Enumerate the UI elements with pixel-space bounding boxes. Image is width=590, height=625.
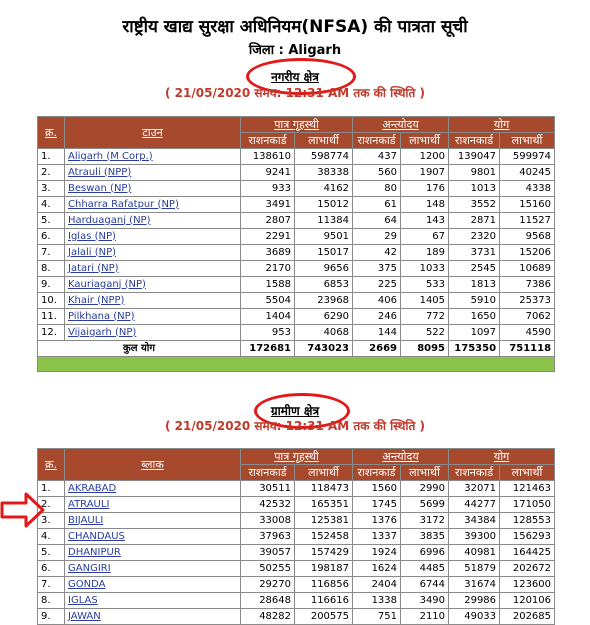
row-name-link[interactable]: Beswan (NP)	[68, 182, 132, 194]
row-total-beneficiary: 128553	[500, 513, 555, 529]
rural-table	[37, 448, 555, 625]
total-household-beneficiary: 743023	[295, 341, 353, 357]
row-total-ration: 29986	[449, 593, 500, 609]
table-row	[38, 609, 555, 625]
row-name-link[interactable]: GONDA	[68, 578, 106, 590]
row-total-beneficiary: 123600	[500, 577, 555, 593]
sub-ration-header: राशनकार्ड	[449, 133, 500, 149]
row-household-ration: 3491	[241, 197, 295, 213]
row-household-ration: 2170	[241, 261, 295, 277]
table-row	[38, 293, 555, 309]
row-name-link[interactable]: Vijaigarh (NP)	[68, 326, 137, 338]
row-name-link[interactable]: Chharra Rafatpur (NP)	[68, 198, 179, 210]
row-serial: 9.	[38, 609, 65, 625]
row-household-ration: 2291	[241, 229, 295, 245]
row-total-ration: 1813	[449, 277, 500, 293]
sub-beneficiary-header: लाभार्थी	[295, 133, 353, 149]
row-name-link[interactable]: Pilkhana (NP)	[68, 310, 135, 322]
row-total-ration: 3731	[449, 245, 500, 261]
row-name-link[interactable]: Kauriaganj (NP)	[68, 278, 146, 290]
row-antyodaya-beneficiary: 3835	[401, 529, 449, 545]
row-total-ration: 40981	[449, 545, 500, 561]
row-name-link[interactable]: ATRAULI	[68, 498, 110, 510]
row-total-beneficiary: 7386	[500, 277, 555, 293]
table-row	[38, 309, 555, 325]
row-total-ration: 2545	[449, 261, 500, 277]
row-name-cell	[65, 245, 241, 261]
row-antyodaya-beneficiary: 522	[401, 325, 449, 341]
row-name-link[interactable]: DHANIPUR	[68, 546, 121, 558]
row-antyodaya-beneficiary: 772	[401, 309, 449, 325]
table-row	[38, 513, 555, 529]
row-household-beneficiary: 116856	[295, 577, 353, 593]
row-name-cell	[65, 561, 241, 577]
row-name-cell	[65, 325, 241, 341]
row-household-beneficiary: 200575	[295, 609, 353, 625]
urban-section-heading: नगरीय क्षेत्र	[271, 70, 319, 84]
table-row	[38, 261, 555, 277]
row-household-ration: 1588	[241, 277, 295, 293]
row-total-ration: 1013	[449, 181, 500, 197]
row-antyodaya-ration: 144	[353, 325, 401, 341]
table-row	[38, 245, 555, 261]
row-serial: 6.	[38, 229, 65, 245]
district-label: जिला : Aligarh	[248, 43, 342, 58]
row-household-ration: 953	[241, 325, 295, 341]
table-row	[38, 325, 555, 341]
row-serial: 7.	[38, 245, 65, 261]
row-antyodaya-ration: 80	[353, 181, 401, 197]
row-household-beneficiary: 4162	[295, 181, 353, 197]
row-serial: 7.	[38, 577, 65, 593]
col-total-header: योग	[449, 449, 555, 465]
row-name-link[interactable]: AKRABAD	[68, 482, 117, 494]
row-name-link[interactable]: Harduaganj (NP)	[68, 214, 151, 226]
row-antyodaya-beneficiary: 4485	[401, 561, 449, 577]
col-sn-header: क्र.	[38, 449, 65, 481]
row-serial: 5.	[38, 213, 65, 229]
total-ration: 175350	[449, 341, 500, 357]
total-beneficiary: 751118	[500, 341, 555, 357]
row-total-beneficiary: 164425	[500, 545, 555, 561]
page-title: राष्ट्रीय खाद्य सुरक्षा अधिनियम(NFSA) की पात्रता सूची	[122, 17, 468, 37]
row-antyodaya-ration: 375	[353, 261, 401, 277]
row-total-beneficiary: 156293	[500, 529, 555, 545]
row-name-link[interactable]: Atrauli (NPP)	[68, 166, 132, 178]
row-antyodaya-beneficiary: 1033	[401, 261, 449, 277]
row-household-ration: 37963	[241, 529, 295, 545]
row-antyodaya-beneficiary: 2990	[401, 481, 449, 497]
table-row	[38, 529, 555, 545]
row-total-beneficiary: 11527	[500, 213, 555, 229]
row-household-beneficiary: 6853	[295, 277, 353, 293]
row-household-ration: 1404	[241, 309, 295, 325]
row-serial: 10.	[38, 293, 65, 309]
row-name-link[interactable]: IGLAS	[68, 594, 98, 606]
table-row	[38, 593, 555, 609]
row-total-beneficiary: 15206	[500, 245, 555, 261]
row-name-link[interactable]: JAWAN	[68, 610, 101, 622]
row-household-ration: 28648	[241, 593, 295, 609]
row-name-cell	[65, 577, 241, 593]
row-household-beneficiary: 198187	[295, 561, 353, 577]
sub-ration-header: राशनकार्ड	[353, 133, 401, 149]
row-name-cell	[65, 545, 241, 561]
row-serial: 4.	[38, 197, 65, 213]
urban-table	[37, 116, 555, 372]
row-household-beneficiary: 15012	[295, 197, 353, 213]
row-name-cell	[65, 481, 241, 497]
green-separator-bar	[38, 357, 555, 372]
row-total-ration: 32071	[449, 481, 500, 497]
row-antyodaya-beneficiary: 3172	[401, 513, 449, 529]
row-antyodaya-beneficiary: 67	[401, 229, 449, 245]
sub-ration-header: राशनकार्ड	[241, 465, 295, 481]
row-name-link[interactable]: CHANDAUS	[68, 530, 125, 542]
row-serial: 8.	[38, 261, 65, 277]
arrow-right-icon	[0, 491, 46, 529]
row-name-cell	[65, 277, 241, 293]
row-total-ration: 2320	[449, 229, 500, 245]
row-name-cell	[65, 261, 241, 277]
table-row	[38, 181, 555, 197]
total-label: कुल योग	[38, 341, 241, 357]
total-antyodaya-ration: 2669	[353, 341, 401, 357]
row-name-link[interactable]: Jalali (NP)	[68, 246, 117, 258]
row-total-beneficiary: 120106	[500, 593, 555, 609]
row-antyodaya-ration: 1624	[353, 561, 401, 577]
row-name-cell	[65, 213, 241, 229]
row-total-beneficiary: 599974	[500, 149, 555, 165]
row-household-ration: 3689	[241, 245, 295, 261]
row-total-beneficiary: 10689	[500, 261, 555, 277]
row-antyodaya-ration: 1924	[353, 545, 401, 561]
row-name-cell	[65, 609, 241, 625]
row-serial: 4.	[38, 529, 65, 545]
row-antyodaya-beneficiary: 6744	[401, 577, 449, 593]
row-antyodaya-ration: 1560	[353, 481, 401, 497]
row-serial: 9.	[38, 277, 65, 293]
row-household-beneficiary: 165351	[295, 497, 353, 513]
row-name-cell	[65, 593, 241, 609]
row-total-ration: 1097	[449, 325, 500, 341]
row-household-beneficiary: 11384	[295, 213, 353, 229]
row-household-beneficiary: 6290	[295, 309, 353, 325]
row-serial: 3.	[38, 513, 65, 529]
row-antyodaya-ration: 751	[353, 609, 401, 625]
table-row	[38, 545, 555, 561]
row-total-beneficiary: 15160	[500, 197, 555, 213]
row-name-link[interactable]: Aligarh (M Corp.)	[68, 150, 153, 162]
row-antyodaya-beneficiary: 189	[401, 245, 449, 261]
row-household-beneficiary: 38338	[295, 165, 353, 181]
row-antyodaya-ration: 406	[353, 293, 401, 309]
row-name-cell	[65, 165, 241, 181]
row-household-beneficiary: 23968	[295, 293, 353, 309]
row-total-beneficiary: 9568	[500, 229, 555, 245]
row-household-ration: 2807	[241, 213, 295, 229]
row-total-ration: 3552	[449, 197, 500, 213]
urban-status-line: ( 21/05/2020 समय: 12:31 AM तक की स्थिति )	[165, 86, 425, 100]
row-total-ration: 139047	[449, 149, 500, 165]
row-antyodaya-beneficiary: 1907	[401, 165, 449, 181]
row-household-beneficiary: 152458	[295, 529, 353, 545]
row-antyodaya-ration: 64	[353, 213, 401, 229]
row-antyodaya-ration: 1376	[353, 513, 401, 529]
row-total-ration: 9801	[449, 165, 500, 181]
row-antyodaya-ration: 437	[353, 149, 401, 165]
row-household-beneficiary: 157429	[295, 545, 353, 561]
row-total-ration: 5910	[449, 293, 500, 309]
row-antyodaya-ration: 29	[353, 229, 401, 245]
row-serial: 8.	[38, 593, 65, 609]
row-antyodaya-ration: 246	[353, 309, 401, 325]
row-antyodaya-beneficiary: 1200	[401, 149, 449, 165]
row-total-ration: 44277	[449, 497, 500, 513]
table-row	[38, 213, 555, 229]
table-row	[38, 229, 555, 245]
row-antyodaya-ration: 1745	[353, 497, 401, 513]
row-household-beneficiary: 4068	[295, 325, 353, 341]
col-total-header: योग	[449, 117, 555, 133]
row-serial: 1.	[38, 481, 65, 497]
row-total-ration: 31674	[449, 577, 500, 593]
row-antyodaya-beneficiary: 1405	[401, 293, 449, 309]
total-antyodaya-beneficiary: 8095	[401, 341, 449, 357]
urban-total-row	[38, 341, 555, 357]
row-household-beneficiary: 15017	[295, 245, 353, 261]
col-household-header: पात्र गृहस्थी	[241, 449, 353, 465]
col-antyodaya-header: अन्त्योदय	[353, 117, 449, 133]
row-total-ration: 39300	[449, 529, 500, 545]
row-total-beneficiary: 40245	[500, 165, 555, 181]
table-row	[38, 149, 555, 165]
row-antyodaya-ration: 1337	[353, 529, 401, 545]
rural-section-heading: ग्रामीण क्षेत्र	[270, 404, 320, 418]
row-name-cell	[65, 293, 241, 309]
sub-beneficiary-header: लाभार्थी	[500, 133, 555, 149]
row-household-ration: 33008	[241, 513, 295, 529]
sub-beneficiary-header: लाभार्थी	[401, 465, 449, 481]
row-antyodaya-beneficiary: 5699	[401, 497, 449, 513]
row-household-beneficiary: 598774	[295, 149, 353, 165]
row-serial: 6.	[38, 561, 65, 577]
row-antyodaya-beneficiary: 533	[401, 277, 449, 293]
row-antyodaya-ration: 2404	[353, 577, 401, 593]
row-household-beneficiary: 9656	[295, 261, 353, 277]
row-total-beneficiary: 121463	[500, 481, 555, 497]
row-household-beneficiary: 116616	[295, 593, 353, 609]
table-row	[38, 481, 555, 497]
col-town-header: टाउन	[65, 117, 241, 149]
row-total-beneficiary: 25373	[500, 293, 555, 309]
col-block-header: ब्लाक	[65, 449, 241, 481]
row-name-cell	[65, 181, 241, 197]
row-name-link[interactable]: GANGIRI	[68, 562, 111, 574]
row-total-beneficiary: 4338	[500, 181, 555, 197]
row-serial: 5.	[38, 545, 65, 561]
row-total-ration: 51879	[449, 561, 500, 577]
row-name-link[interactable]: Iglas (NP)	[68, 230, 116, 242]
row-household-ration: 933	[241, 181, 295, 197]
row-total-ration: 1650	[449, 309, 500, 325]
row-household-beneficiary: 125381	[295, 513, 353, 529]
col-sn-header: क्र.	[38, 117, 65, 149]
row-antyodaya-beneficiary: 6996	[401, 545, 449, 561]
sub-beneficiary-header: लाभार्थी	[401, 133, 449, 149]
row-antyodaya-ration: 225	[353, 277, 401, 293]
row-household-ration: 48282	[241, 609, 295, 625]
row-name-cell	[65, 149, 241, 165]
table-row	[38, 577, 555, 593]
row-name-cell	[65, 229, 241, 245]
row-household-ration: 42532	[241, 497, 295, 513]
row-name-cell	[65, 513, 241, 529]
row-serial: 3.	[38, 181, 65, 197]
row-total-beneficiary: 4590	[500, 325, 555, 341]
row-household-ration: 5504	[241, 293, 295, 309]
table-row	[38, 561, 555, 577]
col-antyodaya-header: अन्त्योदय	[353, 449, 449, 465]
row-antyodaya-ration: 560	[353, 165, 401, 181]
sub-beneficiary-header: लाभार्थी	[295, 465, 353, 481]
sub-beneficiary-header: लाभार्थी	[500, 465, 555, 481]
row-total-beneficiary: 202685	[500, 609, 555, 625]
row-total-ration: 34384	[449, 513, 500, 529]
row-serial: 2.	[38, 497, 65, 513]
row-total-beneficiary: 7062	[500, 309, 555, 325]
row-total-ration: 49033	[449, 609, 500, 625]
row-name-link[interactable]: Khair (NPP)	[68, 294, 125, 306]
row-name-cell	[65, 529, 241, 545]
row-name-link[interactable]: Jatari (NP)	[68, 262, 119, 274]
row-total-beneficiary: 171050	[500, 497, 555, 513]
row-name-link[interactable]: BIJAULI	[68, 514, 104, 526]
sub-ration-header: राशनकार्ड	[449, 465, 500, 481]
row-antyodaya-beneficiary: 2110	[401, 609, 449, 625]
sub-ration-header: राशनकार्ड	[353, 465, 401, 481]
col-household-header: पात्र गृहस्थी	[241, 117, 353, 133]
row-serial: 1.	[38, 149, 65, 165]
table-row	[38, 277, 555, 293]
row-antyodaya-beneficiary: 143	[401, 213, 449, 229]
row-household-beneficiary: 118473	[295, 481, 353, 497]
row-antyodaya-beneficiary: 148	[401, 197, 449, 213]
sub-ration-header: राशनकार्ड	[241, 133, 295, 149]
row-antyodaya-beneficiary: 3490	[401, 593, 449, 609]
row-name-cell	[65, 309, 241, 325]
row-household-ration: 9241	[241, 165, 295, 181]
table-row	[38, 197, 555, 213]
row-household-ration: 138610	[241, 149, 295, 165]
row-household-ration: 30511	[241, 481, 295, 497]
row-household-ration: 29270	[241, 577, 295, 593]
total-household-ration: 172681	[241, 341, 295, 357]
row-household-ration: 39057	[241, 545, 295, 561]
table-row	[38, 165, 555, 181]
row-antyodaya-beneficiary: 176	[401, 181, 449, 197]
row-total-beneficiary: 202672	[500, 561, 555, 577]
row-antyodaya-ration: 42	[353, 245, 401, 261]
row-name-cell	[65, 197, 241, 213]
row-antyodaya-ration: 61	[353, 197, 401, 213]
row-serial: 11.	[38, 309, 65, 325]
table-row	[38, 497, 555, 513]
row-household-beneficiary: 9501	[295, 229, 353, 245]
row-total-ration: 2871	[449, 213, 500, 229]
row-name-cell	[65, 497, 241, 513]
row-household-ration: 50255	[241, 561, 295, 577]
row-serial: 12.	[38, 325, 65, 341]
row-serial: 2.	[38, 165, 65, 181]
rural-status-line: ( 21/05/2020 समय: 12:31 AM तक की स्थिति )	[165, 419, 425, 433]
row-antyodaya-ration: 1338	[353, 593, 401, 609]
